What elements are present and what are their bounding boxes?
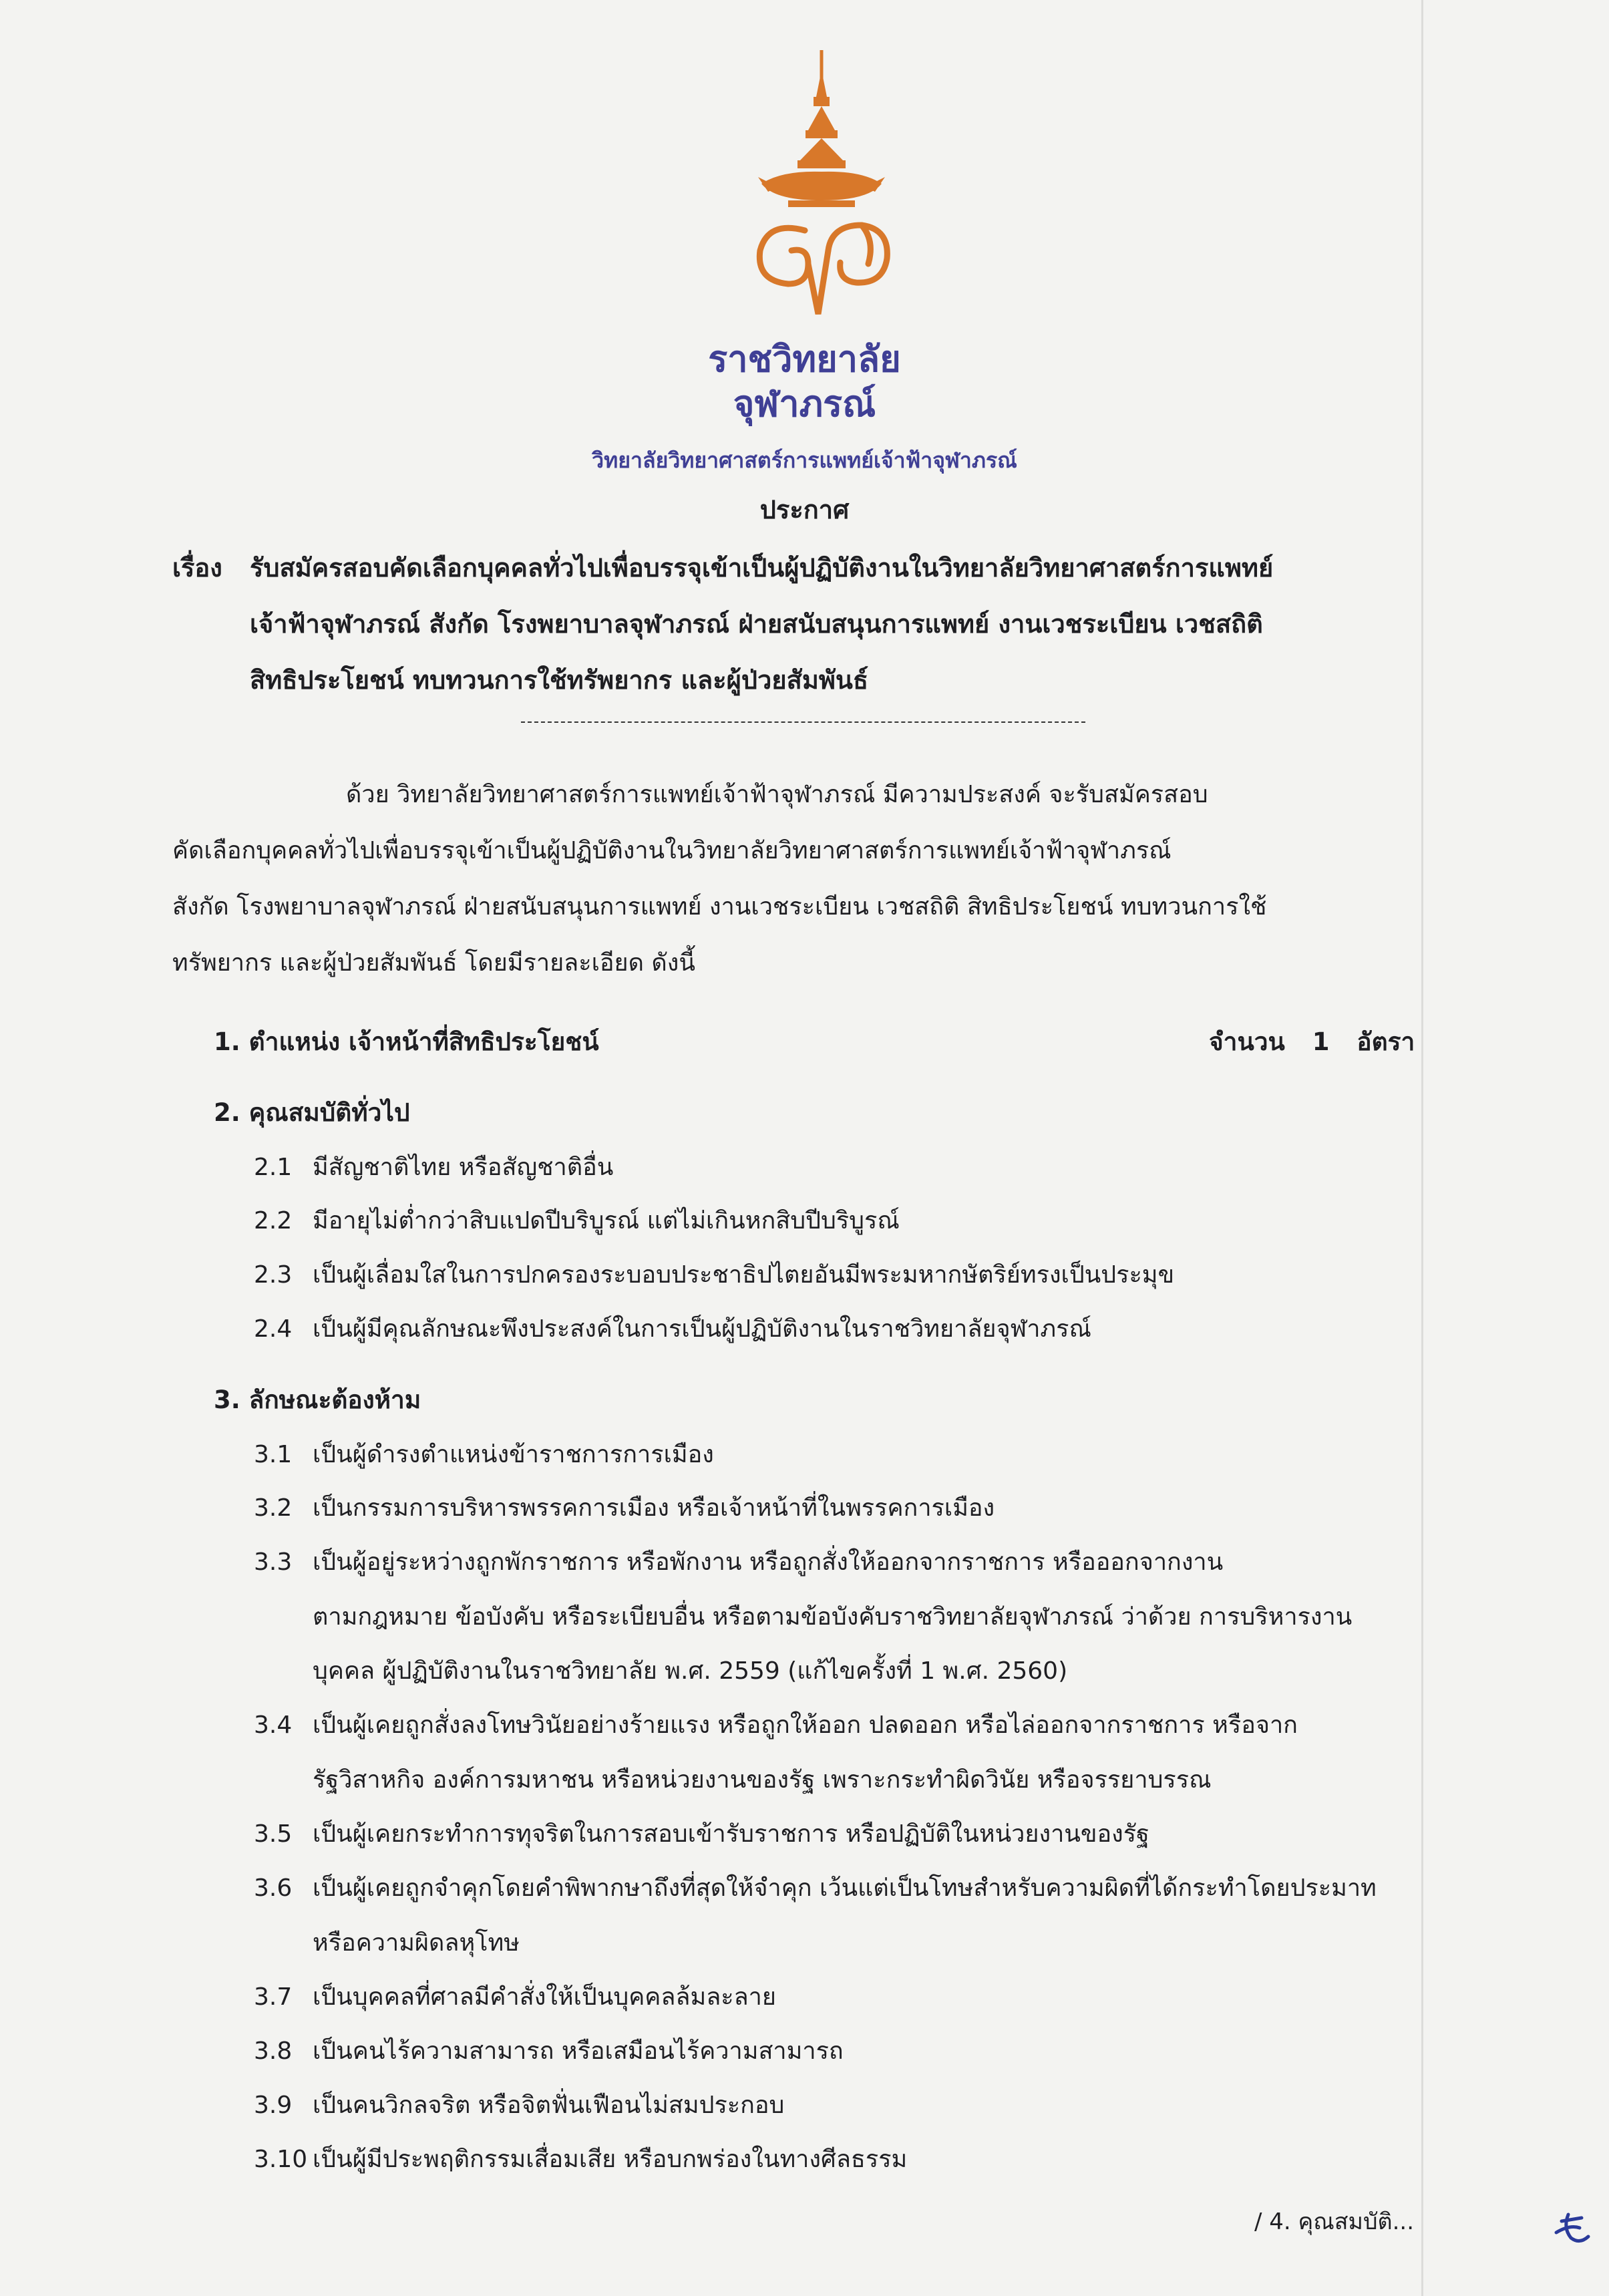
- item-text: มีอายุไม่ต่ำกว่าสิบแปดปีบริบูรณ์ แต่ไม่เกินหกสิบปีบริบูรณ์: [313, 1207, 900, 1235]
- item-text: เป็นผู้เคยกระทำการทุจริตในการสอบเข้ารับราชการ หรือปฏิบัติในหน่วยงานของรัฐ: [313, 1820, 1149, 1848]
- item-text: เป็นผู้ดำรงตำแหน่งข้าราชการการเมือง: [313, 1441, 714, 1468]
- item-number: 3.4: [254, 1711, 293, 1739]
- handwritten-initials-icon: [1543, 2198, 1596, 2251]
- item-text: เป็นผู้เคยถูกสั่งลงโทษวินัยอย่างร้ายแรง หรือถูกให้ออก ปลดออก หรือไล่ออกจากราชการ หรือจาก: [313, 1711, 1298, 1739]
- intro-line: ด้วย วิทยาลัยวิทยาศาสตร์การแพทย์เจ้าฟ้าจุฬาภรณ์ มีความประสงค์ จะรับสมัครสอบ: [346, 781, 1208, 808]
- item-number: 2.2: [254, 1207, 293, 1235]
- item-text: มีสัญชาติไทย หรือสัญชาติอื่น: [313, 1154, 614, 1181]
- subject-line: เจ้าฟ้าจุฬาภรณ์ สังกัด โรงพยาบาลจุฬาภรณ์ ฝ่ายสนับสนุนการแพทย์ งานเวชระเบียน เวชสถิติ: [250, 609, 1263, 639]
- dashed-divider: [521, 721, 1085, 723]
- quota-value: 1: [1312, 1027, 1330, 1056]
- section-1-heading: 1. ตำแหน่ง เจ้าหน้าที่สิทธิประโยชน์: [214, 1027, 599, 1056]
- item-text: เป็นคนวิกลจริต หรือจิตฟั่นเฟือนไม่สมประกอบ: [313, 2092, 785, 2119]
- section-2-heading: 2. คุณสมบัติทั่วไป: [214, 1098, 410, 1127]
- college-emblem-icon: [741, 50, 902, 331]
- quota: [1209, 1025, 1415, 1059]
- intro-line: ทรัพยากร และผู้ป่วยสัมพันธ์ โดยมีรายละเอียด ดังนี้: [172, 949, 695, 977]
- item-number: 3.2: [254, 1494, 293, 1522]
- item-number: 3.1: [254, 1441, 293, 1468]
- item-continuation: บุคคล ผู้ปฏิบัติงานในราชวิทยาลัย พ.ศ. 2559 (แก้ไขครั้งที่ 1 พ.ศ. 2560): [313, 1657, 1068, 1685]
- intro-line: คัดเลือกบุคคลทั่วไปเพื่อบรรจุเข้าเป็นผู้ปฏิบัติงานในวิทยาลัยวิทยาศาสตร์การแพทย์เจ้าฟ้าจุฬาภรณ์: [172, 837, 1172, 864]
- item-number: 3.5: [254, 1820, 293, 1848]
- item-number: 3.6: [254, 1874, 293, 1902]
- item-text: เป็นผู้มีคุณลักษณะพึงประสงค์ในการเป็นผู้ปฏิบัติงานในราชวิทยาลัยจุฬาภรณ์: [313, 1315, 1091, 1343]
- item-text: เป็นคนไร้ความสามารถ หรือเสมือนไร้ความสามารถ: [313, 2037, 844, 2065]
- item-continuation: หรือความผิดลหุโทษ: [313, 1929, 520, 1957]
- announcement-title: ประกาศ: [759, 495, 850, 524]
- item-number: 3.7: [254, 1983, 293, 2011]
- item-text: เป็นผู้มีประพฤติกรรมเสื่อมเสีย หรือบกพร่องในทางศีลธรรม: [313, 2146, 908, 2173]
- item-text: เป็นบุคคลที่ศาลมีคำสั่งให้เป็นบุคคลล้มละลาย: [313, 1983, 776, 2011]
- brand-name-line2: จุฬาภรณ์: [733, 383, 876, 425]
- item-number: 2.1: [254, 1154, 293, 1181]
- item-number: 3.9: [254, 2092, 293, 2119]
- subject-line: สิทธิประโยชน์ ทบทวนการใช้ทรัพยากร และผู้ป่วยสัมพันธ์: [250, 665, 869, 695]
- item-text: เป็นผู้เคยถูกจำคุกโดยคำพิพากษาถึงที่สุดให้จำคุก เว้นแต่เป็นโทษสำหรับความผิดที่ได้กระทำโดยประมาท: [313, 1874, 1377, 1902]
- item-text: เป็นผู้อยู่ระหว่างถูกพักราชการ หรือพักงาน หรือถูกสั่งให้ออกจากราชการ หรือออกจากงาน: [313, 1548, 1224, 1576]
- subject-line: รับสมัครสอบคัดเลือกบุคคลทั่วไปเพื่อบรรจุเข้าเป็นผู้ปฏิบัติงานในวิทยาลัยวิทยาศาสตร์การแพทย์: [250, 553, 1274, 583]
- section-3-heading: 3. ลักษณะต้องห้าม: [214, 1385, 421, 1414]
- item-continuation: รัฐวิสาหกิจ องค์การมหาชน หรือหน่วยงานของรัฐ เพราะกระทำผิดวินัย หรือจรรยาบรรณ: [313, 1766, 1212, 1794]
- item-number: 3.10: [254, 2146, 308, 2173]
- intro-line: สังกัด โรงพยาบาลจุฬาภรณ์ ฝ่ายสนับสนุนการแพทย์ งานเวชระเบียน เวชสถิติ สิทธิประโยชน์ ทบทวนการใช้: [172, 893, 1267, 921]
- quota-label: จำนวน: [1209, 1027, 1285, 1056]
- institution-name: วิทยาลัยวิทยาศาสตร์การแพทย์เจ้าฟ้าจุฬาภรณ์: [592, 448, 1017, 473]
- item-number: 3.8: [254, 2037, 293, 2065]
- item-text: เป็นกรรมการบริหารพรรคการเมือง หรือเจ้าหน้าที่ในพรรคการเมือง: [313, 1494, 995, 1522]
- brand-name-line1: ราชวิทยาลัย: [708, 338, 901, 380]
- subject-label: เรื่อง: [172, 553, 222, 583]
- item-number: 2.4: [254, 1315, 293, 1343]
- continuation-note: / 4. คุณสมบัติ...: [1254, 2208, 1415, 2235]
- quota-unit: อัตรา: [1357, 1027, 1415, 1056]
- item-continuation: ตามกฎหมาย ข้อบังคับ หรือระเบียบอื่น หรือตามข้อบังคับราชวิทยาลัยจุฬาภรณ์ ว่าด้วย การบริหารงาน: [313, 1603, 1353, 1631]
- item-number: 3.3: [254, 1548, 293, 1576]
- item-number: 2.3: [254, 1261, 293, 1289]
- item-text: เป็นผู้เลื่อมใสในการปกครองระบอบประชาธิปไตยอันมีพระมหากษัตริย์ทรงเป็นประมุข: [313, 1261, 1175, 1289]
